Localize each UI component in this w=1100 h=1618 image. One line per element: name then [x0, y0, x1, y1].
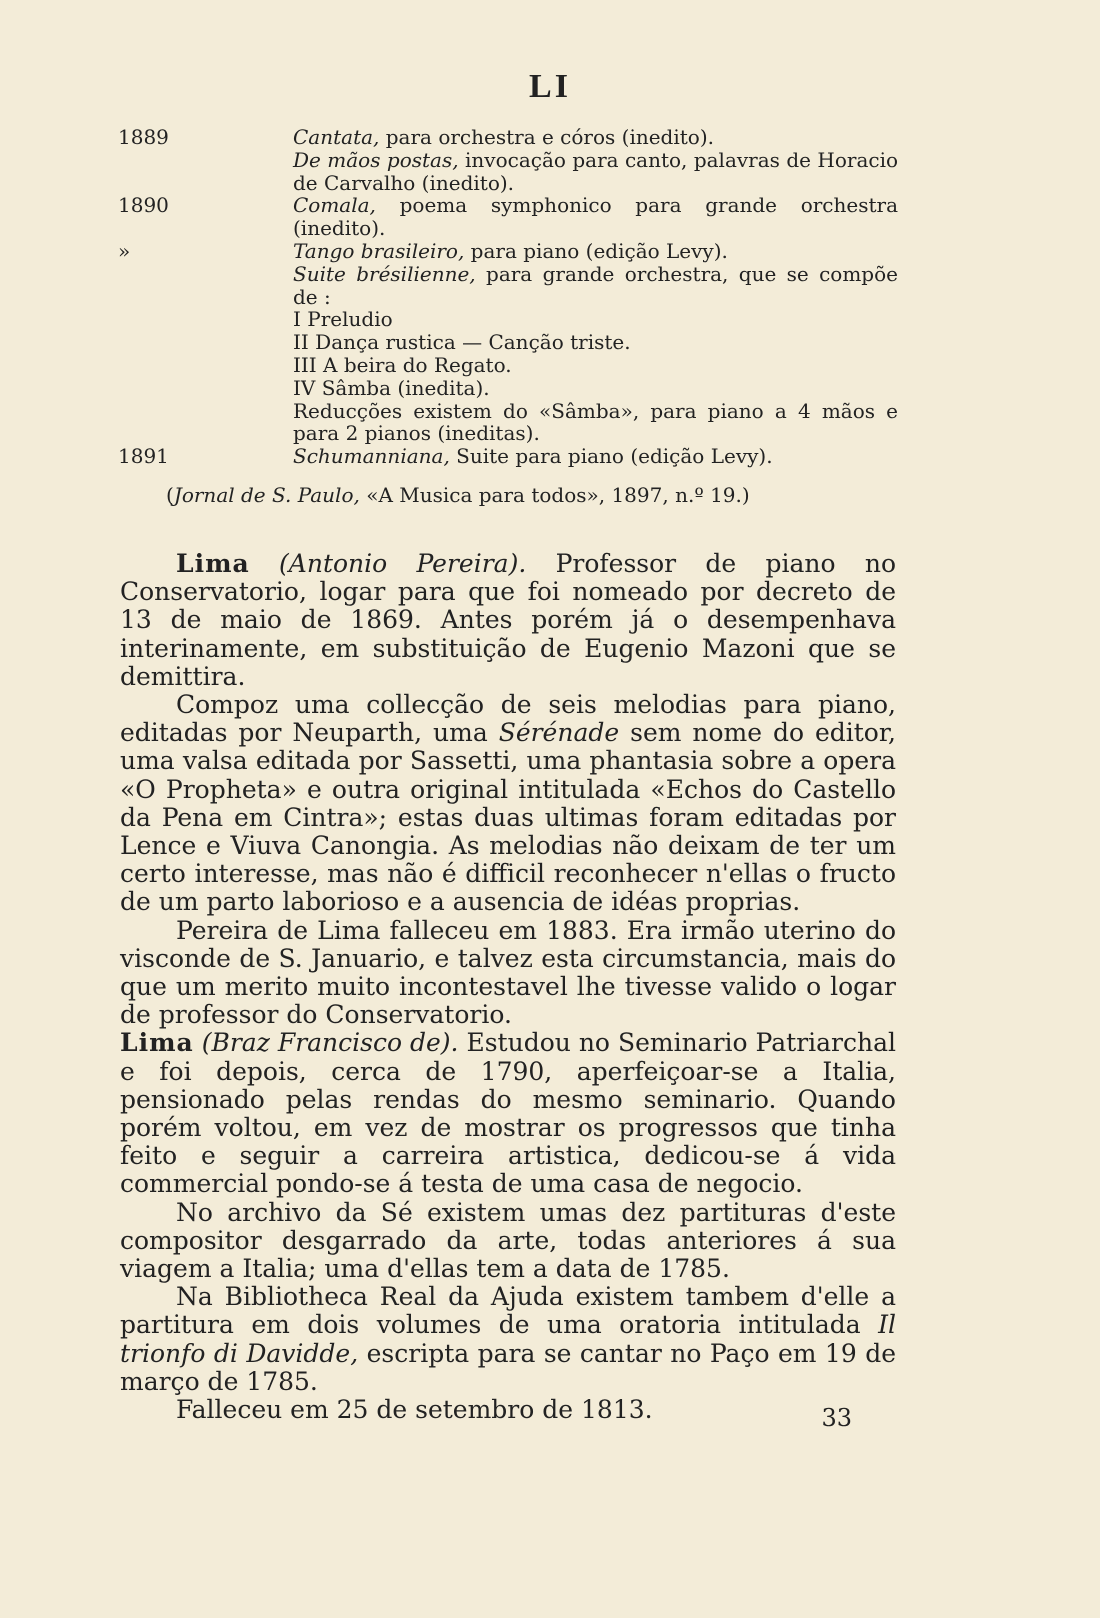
- entry-lima-braz-francisco: [120, 1029, 896, 1198]
- page-number: 33: [821, 1404, 852, 1432]
- paragraph: [120, 1396, 896, 1424]
- paragraph-text: Na Bibliotheca Real da Ajuda existem tambem d'elle a partitura em dois volumes de uma oratoria intitulada: [120, 1282, 896, 1340]
- source-prefix: (: [166, 483, 174, 507]
- entry-heading: (Braz Francisco de).: [201, 1028, 459, 1058]
- work-description: para orchestra e córos (inedito).: [379, 125, 714, 149]
- work-year: 1891: [118, 444, 169, 469]
- source-text: «A Musica para todos», 1897, n.º 19.): [359, 483, 750, 507]
- main-text: [120, 550, 896, 1424]
- paragraph-text: Pereira de Lima falleceu em 1883. Era irmão uterino do visconde de S. Januario, e talvez esta circumstancia, mais do que um merito muito incontestavel lhe tivesse valido o logar de professor do Conservatorio.: [120, 915, 896, 1030]
- work-description: para grande orchestra, que se compõe de :: [293, 261, 898, 309]
- paragraph: [120, 691, 896, 917]
- work-title: Tango brasileiro,: [293, 238, 465, 263]
- entry-name: Lima: [176, 549, 250, 578]
- italic-work-title: Il trionfo di Davidde,: [120, 1310, 896, 1368]
- work-movement: [118, 377, 898, 400]
- work-description: II Dança rustica — Canção triste.: [293, 330, 631, 355]
- paragraph: [120, 1283, 896, 1396]
- work-entry: [118, 240, 898, 263]
- works-list: [118, 126, 898, 468]
- work-description: III A beira do Regato.: [293, 352, 512, 377]
- work-title: Schumanniana,: [293, 444, 450, 469]
- running-head: LI: [529, 68, 571, 105]
- work-entry: [118, 194, 898, 240]
- paragraph-text-continued: sem nome do editor, uma valsa editada por Sassetti, uma phantasia sobre a opera «O Propheta» e outra original intitulada «Echos do Castello da Pena em Cintra»; estas duas ultimas foram editadas por Lence e Viuva Canongia. As melodias não deixam de ter um certo interesse, mas não é difficil reconhecer n'ellas o fructo de um parto laborioso e a ausencia de idéas proprias.: [120, 718, 897, 917]
- work-description: I Preludio: [293, 307, 393, 332]
- paragraph-text: Compoz uma collecção de seis melodias para piano, editadas por Neuparth, uma: [120, 690, 896, 748]
- work-movement: [118, 331, 898, 354]
- work-description: Reducções existem do «Sâmba», para piano a 4 mãos e para 2 pianos (ineditas).: [293, 398, 898, 446]
- paragraph-text: Estudou no Seminario Patriarchal e foi depois, cerca de 1790, aperfeiçoar-se a Italia, pensionado pelas rendas do mesmo seminario. Quando porém voltou, em vez de mostrar os progressos que tinha feito e seguir a carreira artistica, dedicou-se á vida commercial pondo-se á testa de uma casa de negocio.: [120, 1028, 897, 1199]
- work-movement: [118, 308, 898, 331]
- work-title: Suite brésilienne,: [293, 261, 476, 286]
- work-description: IV Sâmba (inedita).: [293, 375, 490, 400]
- paragraph-text: Falleceu em 25 de setembro de 1813.: [176, 1395, 653, 1425]
- work-note: [118, 400, 898, 446]
- paragraph-text-continued: escripta para se cantar no Paço em 19 de março de 1785.: [120, 1338, 896, 1396]
- paragraph-text: No archivo da Sé existem umas dez partituras d'este compositor desgarrado da arte, todas anteriores á sua viagem a Italia; uma d'ellas tem a data de 1785.: [120, 1197, 896, 1284]
- source-citation: [166, 483, 750, 507]
- entry-lima-antonio-pereira: [120, 550, 896, 691]
- italic-work-title: Sérénade: [498, 718, 620, 748]
- work-description: Suite para piano (edição Levy).: [449, 444, 773, 469]
- work-year: 1889: [118, 125, 169, 149]
- work-year: »: [118, 238, 131, 263]
- work-title: Comala,: [293, 193, 376, 218]
- paragraph: [120, 1199, 896, 1284]
- work-entry: [118, 126, 898, 149]
- work-title: Cantata,: [293, 125, 380, 149]
- work-year: 1890: [118, 193, 169, 218]
- work-description: para piano (edição Levy).: [464, 238, 728, 263]
- entry-name: Lima: [120, 1028, 194, 1058]
- work-description: poema symphonico para grande orchestra (inedito).: [293, 193, 898, 241]
- work-entry: [118, 263, 898, 309]
- work-title: De mãos postas,: [293, 147, 459, 172]
- paragraph-text: Professor de piano no Conservatorio, logar para que foi nomeado por decreto de 13 de maio de 1869. Antes porém já o desempenhava interinamente, em substituição de Eugenio Mazoni que se demittira.: [120, 549, 896, 691]
- work-entry: [118, 149, 898, 195]
- entry-heading: (Antonio Pereira).: [279, 549, 527, 578]
- work-movement: [118, 354, 898, 377]
- work-entry: [118, 445, 898, 468]
- work-description: invocação para canto, palavras de Horacio de Carvalho (inedito).: [293, 147, 898, 195]
- paragraph: [120, 917, 896, 1030]
- source-journal: Jornal de S. Paulo,: [173, 483, 360, 507]
